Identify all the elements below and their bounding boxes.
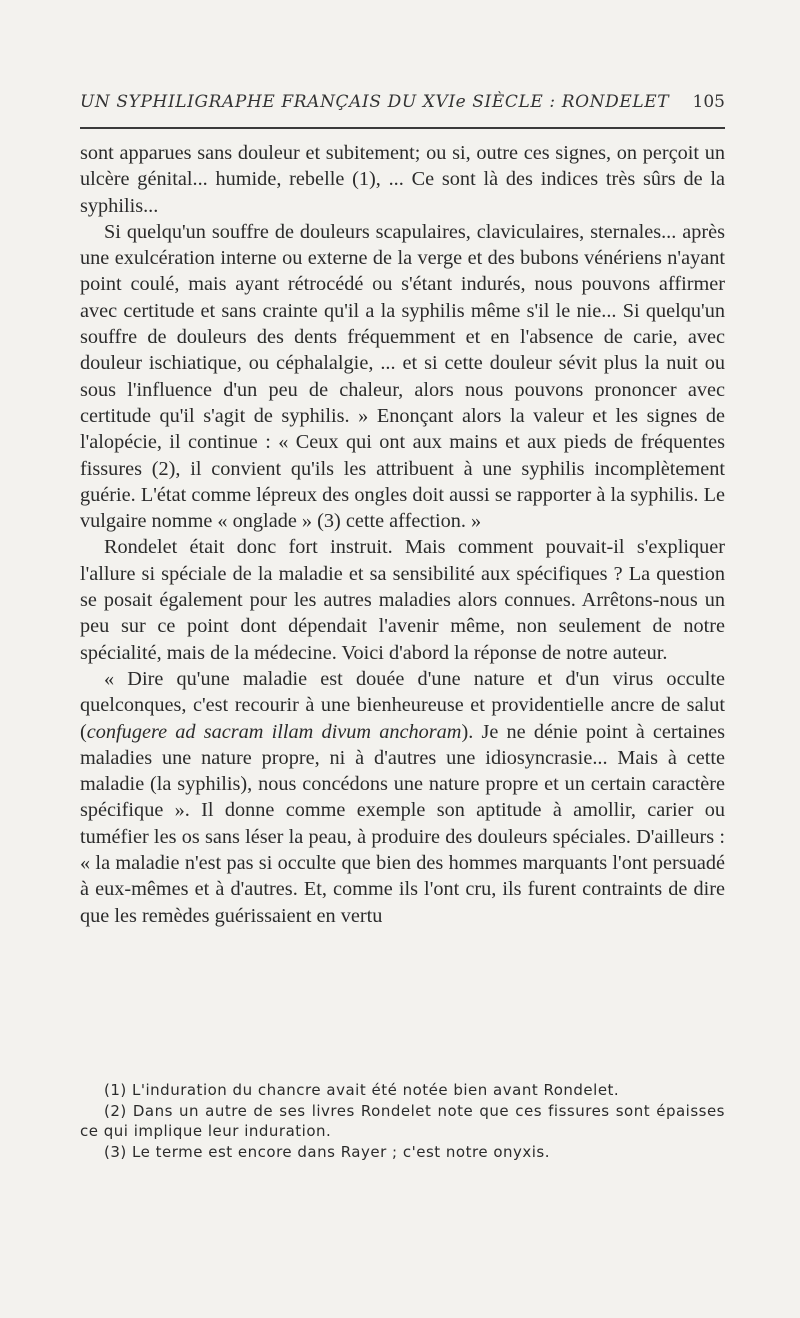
- paragraph-1: sont apparues sans douleur et subitement; ou si, outre ces signes, on perçoit un ulcère génital... humide, rebelle (1), ... Ce sont là des indices très sûrs de la syphilis...: [80, 142, 725, 217]
- paragraph-4: [80, 666, 725, 929]
- paragraph-4-end: ). Je ne dénie point à certaines maladies une nature propre, ni à d'autres une idiosyncrasie... Mais à cette maladie (la syphilis), nous concédons une nature propre et un certain caractère spécifique ». Il donne comme exemple son aptitude à amollir, carier ou tuméfier les os sans léser la peau, à produire des douleurs spéciales. D'ailleurs : « la maladie n'est pas si occulte que bien des hommes marquants l'ont persuadé à eux-mêmes et à d'autres. Et, comme ils l'ont cru, ils furent contraints de dire que les remèdes guérissaient en vertu: [80, 720, 725, 927]
- paragraph-3: Rondelet était donc fort instruit. Mais comment pouvait-il s'expliquer l'allure si spéciale de la maladie et sa sensibilité aux spécifiques ? La question se posait également pour les autres maladies alors connues. Arrêtons-nous un peu sur ce point dont dépendait l'avenir même, non seulement de notre spécialité, mais de la médecine. Voici d'abord la réponse de notre auteur.: [80, 536, 725, 664]
- footnote-2: (2) Dans un autre de ses livres Rondelet note que ces fissures sont épaisses ce qui implique leur induration.: [80, 1101, 725, 1141]
- body-text: [80, 140, 725, 929]
- header-rule: [80, 127, 725, 129]
- paragraph-4-start: « Dire qu'une maladie est douée d'une nature et d'un virus occulte quelconques, c'est recourir à une bienheureuse et providentielle ancre de salut (: [80, 667, 725, 743]
- footnote-3: (3) Le terme est encore dans Rayer ; c'est notre onyxis.: [104, 1143, 551, 1162]
- running-title: UN SYPHILIGRAPHE FRANÇAIS DU XVIe SIÈCLE : RONDELET: [80, 92, 670, 112]
- paragraph-2: Si quelqu'un souffre de douleurs scapulaires, claviculaires, sternales... après une exulcération interne ou externe de la verge et des bubons vénériens n'ayant point coulé, mais ayant rétrocédé ou s'étant indurés, nous pouvons affirmer avec certitude et sans crainte qu'il a la syphilis même s'il le nie... Si quelqu'un souffre de douleurs des dents fréquemment et en l'absence de carie, avec douleur ischiatique, ou céphalalgie, ... et si cette douleur sévit plus la nuit ou sous l'influence d'un peu de chaleur, alors nous pouvons prononcer avec certitude qu'il s'agit de syphilis. » Enonçant alors la valeur et les signes de l'alopécie, il continue : « Ceux qui ont aux mains et aux pieds de fréquentes fissures (2), il convient qu'ils les attribuent à une syphilis incomplètement guérie. L'état comme lépreux des ongles doit aussi se rapporter à la syphilis. Le vulgaire nomme « onglade » (3) cette affection. »: [80, 220, 725, 533]
- footnote-1: (1) L'induration du chancre avait été notée bien avant Rondelet.: [104, 1081, 620, 1099]
- running-header: [80, 92, 725, 112]
- page-number: 105: [692, 92, 725, 112]
- latin-quote: confugere ad sacram illam divum anchoram: [86, 720, 462, 743]
- footnotes: [80, 1080, 725, 1163]
